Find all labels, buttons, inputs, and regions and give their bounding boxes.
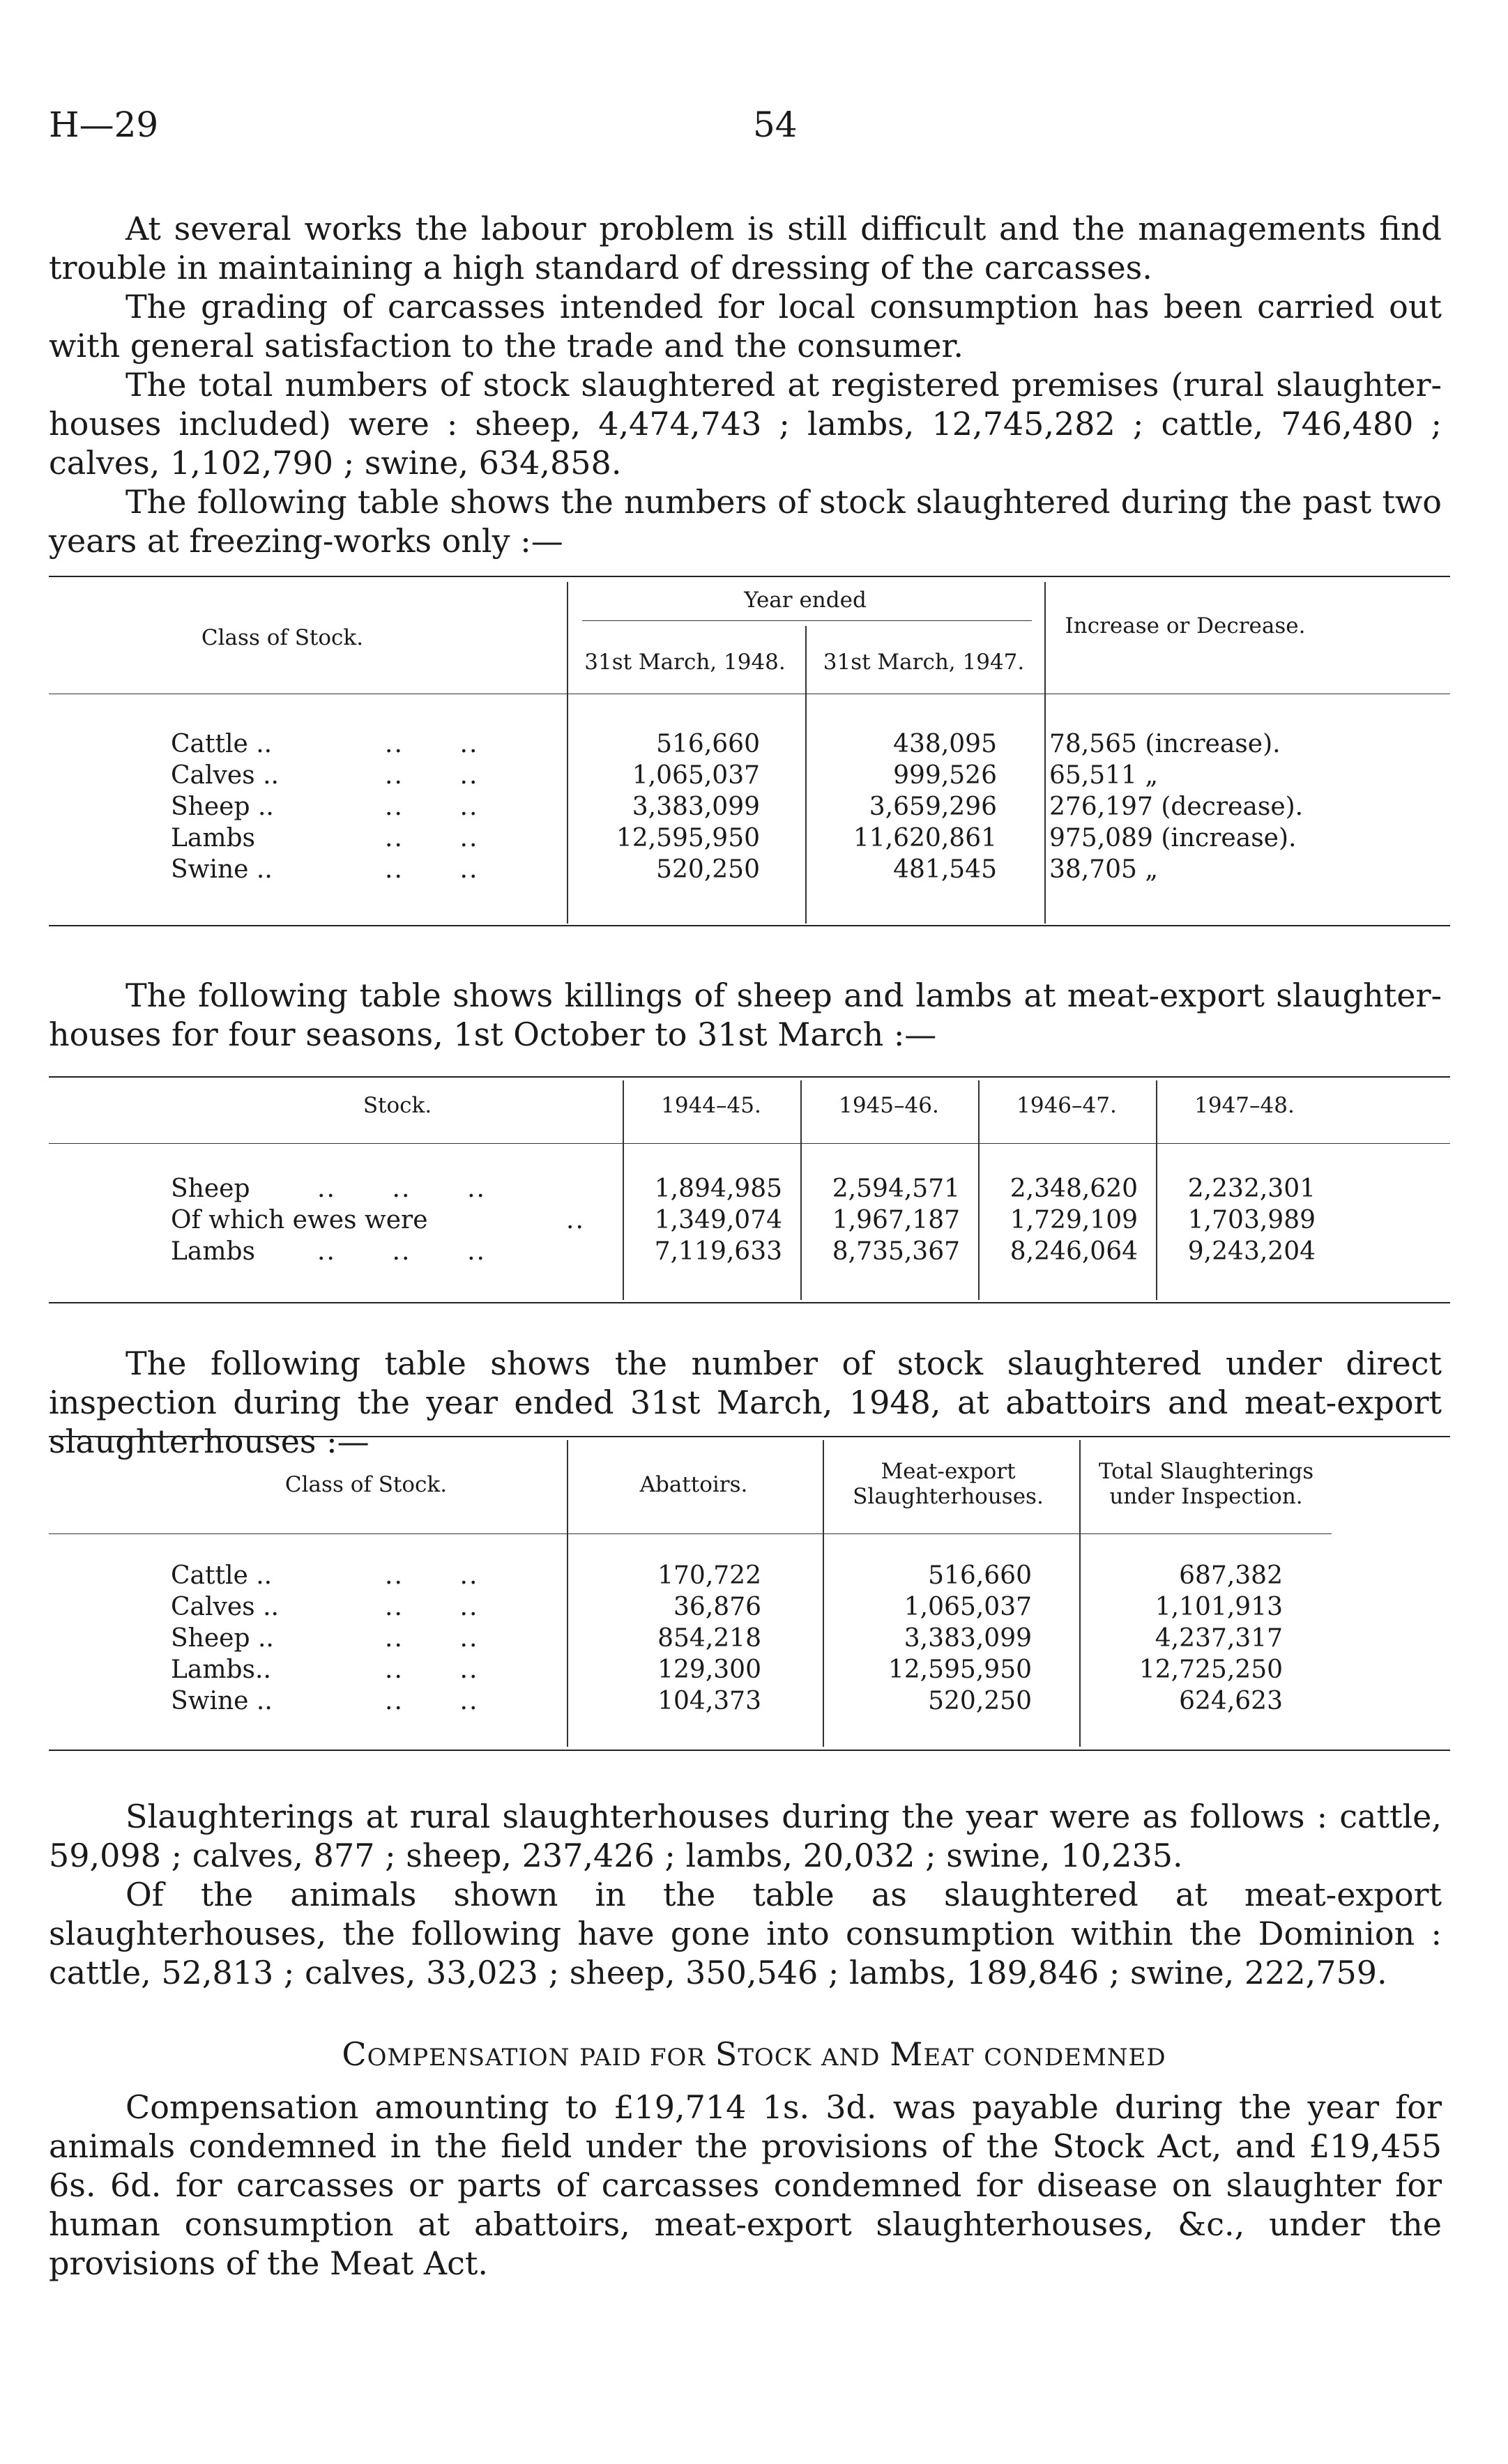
paragraph-compensation: Compensation amounting to £19,714 1s. 3d. was payable during the year for animals condemned in the field under the provisions of the Stock Act, and £19,455 6s. 6d. for carcasses or parts of carcasses condemned for disease on slaughter for human consumption at abattoirs, meat-export slaughterhouses, &c., under the provisions of the Meat Act.	[49, 2088, 1442, 2282]
compensation-text	[49, 2088, 1442, 2283]
table-row	[0, 1623, 1508, 1655]
export-value: 12,595,950	[888, 1655, 1032, 1684]
season-value: 1,894,985	[654, 1174, 782, 1203]
leader-dots: .. ..	[385, 1561, 479, 1590]
abattoirs-value: 129,300	[657, 1655, 761, 1684]
stock-class: Calves ..	[171, 761, 279, 790]
export-value: 3,383,099	[904, 1624, 1032, 1653]
after-tables-text	[49, 1797, 1442, 1992]
stock-class: Swine ..	[171, 1687, 273, 1715]
leader-dots: .. ..	[385, 1593, 479, 1621]
total-value: 12,725,250	[1138, 1655, 1283, 1684]
leader-dots: .. .. ..	[317, 1237, 486, 1266]
table-row	[0, 822, 1508, 855]
table2-bottom-rule	[49, 1302, 1450, 1303]
stock-class: Lambs..	[171, 1655, 271, 1684]
table1-header-change: Increase or Decrease.	[1065, 613, 1306, 638]
paragraph-rural-slaughterings: Slaughterings at rural slaughterhouses during the year were as follows : cattle, 59,098 ; calves, 877 ; sheep, 237,426 ; lambs, 20,032 ; swine, 10,235.	[49, 1798, 1442, 1874]
value-change: 38,705 „	[1049, 855, 1159, 884]
total-value: 687,382	[1179, 1561, 1283, 1590]
stock-class: Sheep ..	[171, 1624, 274, 1653]
export-value: 520,250	[928, 1687, 1032, 1715]
export-value: 516,660	[928, 1561, 1032, 1590]
stock-class: Calves ..	[171, 1593, 279, 1621]
intro-text	[49, 209, 1442, 560]
table-row	[0, 854, 1508, 886]
value-1947: 3,659,296	[869, 793, 997, 821]
leader-dots: .. ..	[385, 730, 479, 758]
leader-dots: .. ..	[385, 824, 479, 852]
season-value: 7,119,633	[654, 1237, 782, 1266]
value-1948: 3,383,099	[632, 793, 760, 821]
table3-bottom-rule	[49, 1750, 1450, 1751]
value-1948: 12,595,950	[616, 824, 760, 852]
table-row	[0, 1654, 1508, 1686]
table-row	[0, 1236, 1508, 1268]
leader-dots: .. ..	[385, 855, 479, 884]
table2-header-rule	[49, 1143, 1450, 1144]
table-row	[0, 1685, 1508, 1717]
paragraph-labour: At several works the labour problem is still difficult and the managements find trouble in maintaining a high standard of dressing of the carcasses.	[49, 210, 1442, 286]
stock-class: Swine ..	[171, 855, 273, 884]
table1-header-year-ended: Year ended	[744, 588, 867, 613]
leader-dots: .. ..	[385, 793, 479, 821]
table2-header-stock: Stock.	[363, 1093, 432, 1118]
value-1947: 438,095	[893, 730, 997, 758]
value-1948: 520,250	[656, 855, 760, 884]
leader-dots: .. .. ..	[317, 1174, 486, 1203]
value-1947: 11,620,861	[853, 824, 997, 852]
season-value: 1,967,187	[832, 1206, 960, 1234]
season-value: 2,348,620	[1010, 1174, 1138, 1203]
table-row	[0, 791, 1508, 823]
stock-class: Lambs	[171, 1237, 256, 1266]
paragraph-grading: The grading of carcasses intended for local consumption has been carried out with general satisfaction to the trade and the consumer.	[49, 288, 1442, 365]
table-row	[0, 1560, 1508, 1592]
table3-header-rule	[49, 1533, 1332, 1534]
stock-class: Of which ewes were	[171, 1206, 428, 1234]
season-value: 8,735,367	[832, 1237, 960, 1266]
paragraph-table3-intro: The following table shows the number of stock slaughtered under direct inspection during the year ended 31st March, 1948, at abattoirs and meat-export slaughterhouses :—	[49, 1345, 1442, 1460]
season-value: 1,349,074	[654, 1206, 782, 1234]
stock-class: Sheep	[171, 1174, 250, 1203]
table-row	[0, 728, 1508, 760]
value-change: 78,565 (increase).	[1049, 730, 1281, 758]
total-value: 624,623	[1179, 1687, 1283, 1715]
table1-header-1948: 31st March, 1948.	[584, 650, 786, 675]
table2-header-1947-48: 1947–48.	[1194, 1093, 1295, 1118]
value-1948: 1,065,037	[632, 761, 760, 790]
leader-dots: .. ..	[385, 1624, 479, 1653]
abattoirs-value: 854,218	[657, 1624, 761, 1653]
value-1948: 516,660	[656, 730, 760, 758]
table3-header-class: Class of Stock.	[284, 1472, 448, 1497]
table1-bottom-rule	[49, 925, 1450, 926]
table1-year-rule	[582, 620, 1032, 621]
leader-dots: .. ..	[385, 1655, 479, 1684]
season-value: 1,729,109	[1010, 1206, 1138, 1234]
table3-header-abattoirs: Abattoirs.	[639, 1472, 748, 1497]
report-reference: H—29	[49, 105, 159, 145]
table2-top-rule	[49, 1076, 1450, 1078]
table-row	[0, 760, 1508, 792]
value-1947: 999,526	[893, 761, 997, 790]
section-heading-compensation: COMPENSATION PAID FOR STOCK AND MEAT CONDEMNED	[342, 2035, 1166, 2073]
table3-header-total: Total Slaughterings under Inspection.	[1098, 1459, 1314, 1509]
table1-top-rule	[49, 576, 1450, 577]
total-value: 4,237,317	[1155, 1624, 1283, 1653]
page-number: 54	[753, 105, 798, 145]
season-value: 8,246,064	[1010, 1237, 1138, 1266]
abattoirs-value: 170,722	[657, 1561, 761, 1590]
table2-header-1945-46: 1945–46.	[839, 1093, 939, 1118]
stock-class: Cattle ..	[171, 730, 273, 758]
abattoirs-value: 104,373	[657, 1687, 761, 1715]
value-change: 65,511 „	[1049, 761, 1159, 790]
table1-header-1947: 31st March, 1947.	[823, 650, 1025, 675]
table3-top-rule	[49, 1436, 1450, 1437]
table2-intro-text	[49, 976, 1442, 1054]
total-value: 1,101,913	[1155, 1593, 1283, 1621]
leader-dots: ..	[566, 1206, 585, 1234]
leader-dots: .. ..	[385, 1687, 479, 1715]
table2-header-1946-47: 1946–47.	[1016, 1093, 1117, 1118]
paragraph-table1-intro: The following table shows the numbers of stock slaughtered during the past two years at freezing-works only :—	[49, 483, 1442, 560]
table3-intro-text	[49, 1344, 1442, 1461]
table-row	[0, 1173, 1508, 1205]
table1-header-class: Class of Stock.	[201, 625, 364, 650]
stock-class: Sheep ..	[171, 793, 274, 821]
value-change: 276,197 (decrease).	[1049, 793, 1304, 821]
value-change: 975,089 (increase).	[1049, 824, 1297, 852]
abattoirs-value: 36,876	[673, 1593, 761, 1621]
table3-header-export: Meat-export Slaughterhouses.	[853, 1459, 1044, 1509]
season-value: 2,232,301	[1187, 1174, 1316, 1203]
page-header	[49, 105, 1450, 160]
table2-header-1944-45: 1944–45.	[661, 1093, 761, 1118]
paragraph-dominion-consumption: Of the animals shown in the table as slaughtered at meat-export slaughterhouses, the following have gone into consumption within the Dominion : cattle, 52,813 ; calves, 33,023 ; sheep, 350,546 ; lambs, 189,846 ; swine, 222,759.	[49, 1876, 1442, 1991]
season-value: 1,703,989	[1187, 1206, 1316, 1234]
stock-class: Cattle ..	[171, 1561, 273, 1590]
table-row	[0, 1204, 1508, 1237]
leader-dots: .. ..	[385, 761, 479, 790]
table-row	[0, 1591, 1508, 1623]
export-value: 1,065,037	[904, 1593, 1032, 1621]
season-value: 2,594,571	[832, 1174, 960, 1203]
season-value: 9,243,204	[1187, 1237, 1316, 1266]
stock-class: Lambs	[171, 824, 256, 852]
value-1947: 481,545	[893, 855, 997, 884]
paragraph-totals: The total numbers of stock slaughtered at registered premises (rural slaughter-houses included) were : sheep, 4,474,743 ; lambs, 12,745,282 ; cattle, 746,480 ; calves, 1,102,790 ; swine, 634,858.	[49, 366, 1442, 482]
paragraph-table2-intro: The following table shows killings of sheep and lambs at meat-export slaughter-houses for four seasons, 1st October to 31st March :—	[49, 977, 1442, 1053]
